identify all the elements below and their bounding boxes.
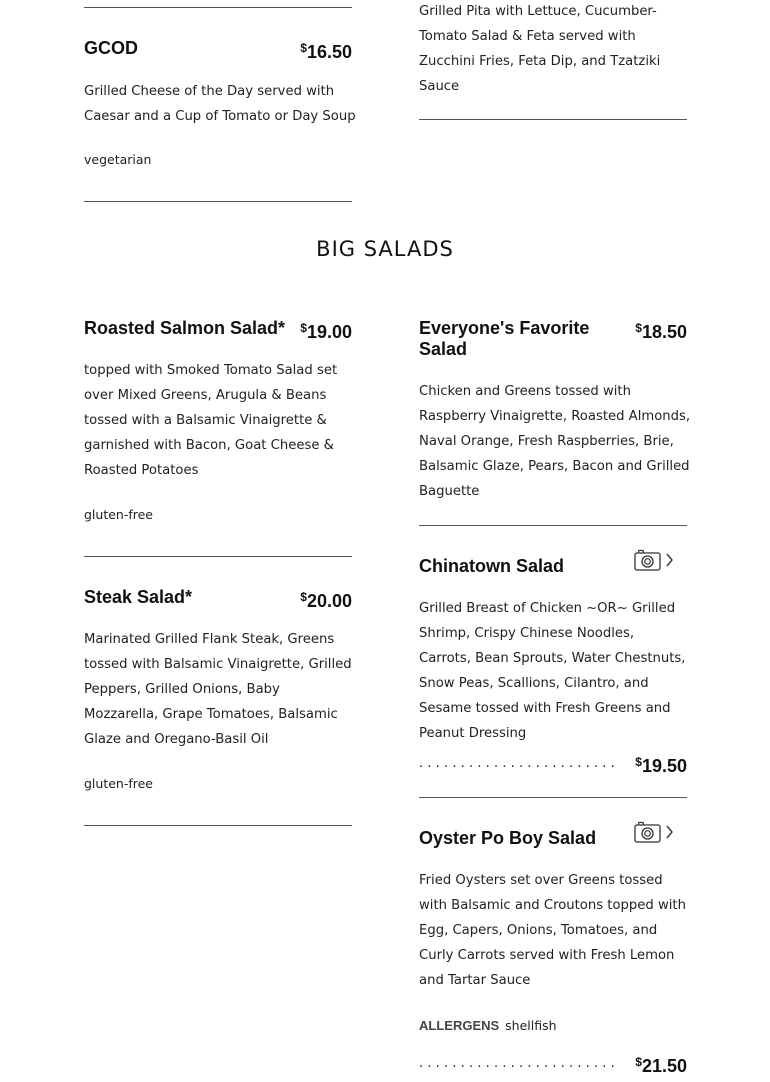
divider <box>419 119 687 120</box>
item-description-favorite: Chicken and Greens tossed with Raspberry Vinaigrette, Roasted Almonds, Naval Orange, Fresh Raspberries, Brie, Balsamic Glaze, Pears, Bacon and Grilled Baguette <box>419 384 691 499</box>
item-description-steak: Marinated Grilled Flank Steak, Greens tossed with Balsamic Vinaigrette, Grilled Peppers, Grilled Onions, Baby Mozzarella, Grape Tomatoes, Balsamic Glaze and Oregano-Basil Oil <box>84 632 352 747</box>
item-price-salmon <box>252 318 352 343</box>
allergens-row <box>419 1018 557 1034</box>
divider <box>84 7 352 8</box>
chevron-right-icon <box>665 552 674 572</box>
currency-symbol: $ <box>300 590 307 604</box>
currency-symbol: $ <box>635 321 642 335</box>
price-value: 19.00 <box>306 322 352 342</box>
price-value: 20.00 <box>306 591 352 611</box>
price-leader-dots: ........................ <box>419 756 619 771</box>
photo-link-chinatown[interactable] <box>634 549 674 575</box>
diet-tag-gcod: vegetarian <box>84 152 152 167</box>
price-value: 19.50 <box>641 756 687 776</box>
currency-symbol: $ <box>635 1055 642 1069</box>
divider <box>84 201 352 202</box>
item-name-favorite: Everyone's Favorite Salad <box>419 318 590 359</box>
camera-icon <box>634 821 661 847</box>
price-leader-dots: ........................ <box>419 1056 619 1071</box>
item-price-gcod <box>252 38 352 63</box>
chevron-right-icon <box>665 824 674 844</box>
currency-symbol: $ <box>300 41 307 55</box>
diet-tag-steak: gluten-free <box>84 776 154 791</box>
item-description-oyster: Fried Oysters set over Greens tossed with Balsamic and Croutons topped with Egg, Capers, Onions, Tomatoes, and Curly Carrots served with Fresh Lemon and Tartar Sauce <box>419 873 686 988</box>
section-title: BIG SALADS <box>316 237 454 261</box>
currency-symbol: $ <box>635 755 642 769</box>
price-value: 21.50 <box>641 1056 687 1076</box>
item-price-chinatown <box>587 752 687 777</box>
item-price-favorite <box>587 318 687 343</box>
item-price-oyster <box>587 1052 687 1077</box>
item-name-gcod: GCOD <box>84 38 138 58</box>
divider <box>84 825 352 826</box>
item-name-chinatown: Chinatown Salad <box>419 556 565 576</box>
camera-icon <box>634 549 661 575</box>
item-description-salmon: topped with Smoked Tomato Salad set over Mixed Greens, Arugula & Beans tossed with a Balsamic Vinaigrette & garnished with Bacon, Goat Cheese & Roasted Potatoes <box>84 363 338 478</box>
diet-tag-salmon: gluten-free <box>84 507 154 522</box>
allergens-label: ALLERGENS <box>419 1018 500 1033</box>
item-description-chinatown: Grilled Breast of Chicken ~OR~ Grilled Shrimp, Crispy Chinese Noodles, Carrots, Bean Sprouts, Water Chestnuts, Snow Peas, Scallions, Cilantro, and Sesame tossed with Fresh Greens and Peanut Dressing <box>419 601 686 741</box>
item-name-steak: Steak Salad* <box>84 587 193 607</box>
currency-symbol: $ <box>300 321 307 335</box>
divider <box>84 556 352 557</box>
price-value: 18.50 <box>641 322 687 342</box>
item-description-pita: Grilled Pita with Lettuce, Cucumber-Tomato Salad & Feta served with Zucchini Fries, Feta Dip, and Tzatziki Sauce <box>419 4 661 94</box>
divider <box>419 525 687 526</box>
item-description-gcod: Grilled Cheese of the Day served with Caesar and a Cup of Tomato or Day Soup <box>84 84 356 124</box>
item-name-oyster: Oyster Po Boy Salad <box>419 828 597 848</box>
allergens-value: shellfish <box>505 1018 557 1033</box>
photo-link-oyster[interactable] <box>634 821 674 847</box>
divider <box>419 797 687 798</box>
item-name-salmon: Roasted Salmon Salad* <box>84 318 286 338</box>
item-price-steak <box>252 587 352 612</box>
price-value: 16.50 <box>306 42 352 62</box>
